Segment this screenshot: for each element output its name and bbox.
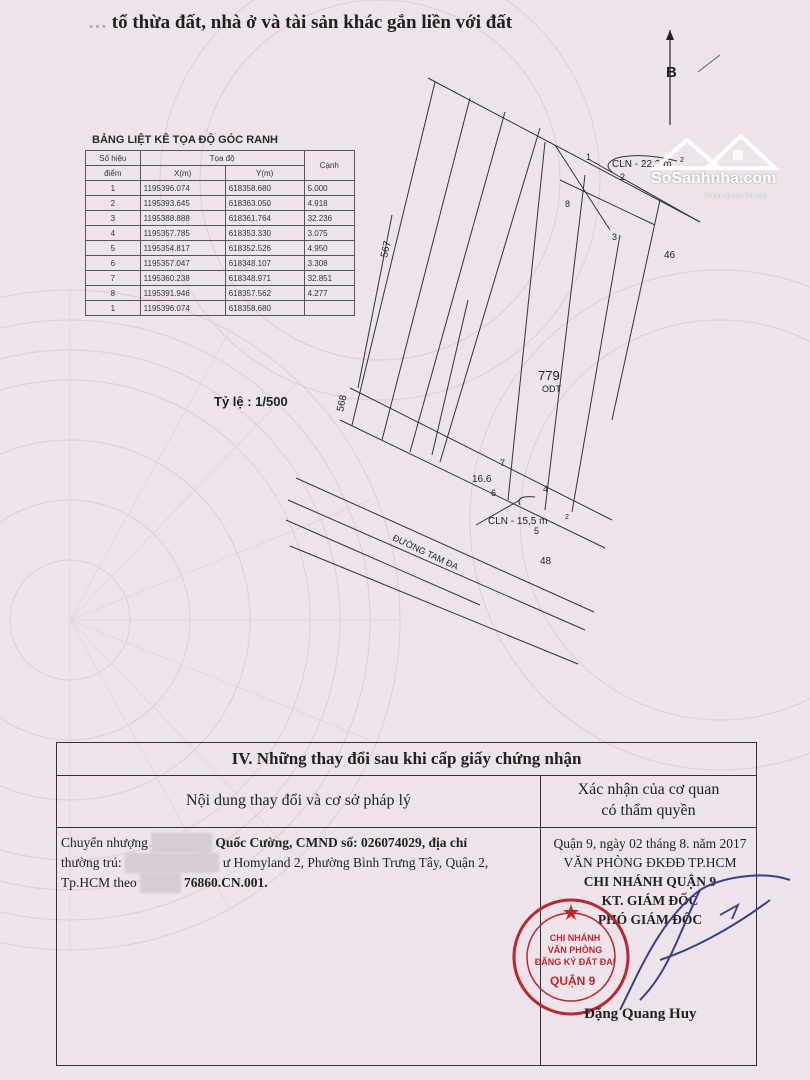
right-header-line1: Xác nhận của cơ quan xyxy=(577,781,720,798)
parcel-use: ODT xyxy=(542,384,561,394)
col-edge: Cạnh xyxy=(304,151,354,181)
cell-edge: 4.918 xyxy=(304,196,354,211)
stamp-line3: ĐĂNG KÝ ĐẤT ĐAI xyxy=(534,957,616,967)
cell-y: 618358.680 xyxy=(225,301,304,316)
cell-edge: 32.851 xyxy=(304,271,354,286)
content-line2-a: thường trú: xyxy=(61,855,122,870)
confirm-date: Quận 9, ngày 02 tháng 8. năm 2017 xyxy=(553,836,747,851)
cell-x: 1195396.074 xyxy=(140,181,225,196)
dimension-label: 16.6 xyxy=(472,474,492,485)
header-divider xyxy=(57,827,756,828)
col-y: Y(m) xyxy=(225,166,304,181)
north-label: B xyxy=(666,64,677,81)
coord-table-title: BẢNG LIỆT KÊ TỌA ĐỘ GÓC RANH xyxy=(92,134,278,146)
stamp-district: QUẬN 9 xyxy=(550,974,596,988)
change-content xyxy=(61,833,539,893)
redacted-block xyxy=(140,873,181,893)
header-title: tổ thừa đất, nhà ở và tài sản khác gắn liền với đất xyxy=(111,12,513,33)
cell-y: 618361.764 xyxy=(225,211,304,226)
content-line1 xyxy=(61,833,539,853)
cell-y: 618348.971 xyxy=(225,271,304,286)
cell-y: 618357.562 xyxy=(225,286,304,301)
point-6: 6 xyxy=(491,488,497,498)
cell-point: 3 xyxy=(86,211,141,226)
col-point-1: Số hiệu xyxy=(86,151,141,166)
point-4: 4 xyxy=(543,484,549,494)
cell-point: 8 xyxy=(86,286,141,301)
cell-point: 1 xyxy=(86,181,141,196)
cell-edge: 4.277 xyxy=(304,286,354,301)
point-2: 2 xyxy=(620,172,626,182)
stamp-line1: CHI NHÁNH xyxy=(549,933,601,943)
confirm-office: VĂN PHÒNG ĐKĐĐ TP.HCM xyxy=(563,855,737,870)
parcel-number: 779 xyxy=(538,368,560,383)
content-line3-b: 76860.CN.001. xyxy=(184,875,268,890)
cell-x: 1195391.946 xyxy=(140,286,225,301)
cell-edge: 32.236 xyxy=(304,211,354,226)
cell-edge: 5.000 xyxy=(304,181,354,196)
content-line3-a: Tp.HCM theo xyxy=(61,875,137,890)
cell-y: 618363.050 xyxy=(225,196,304,211)
cell-x: 1195360.238 xyxy=(140,271,225,286)
watermark-tagline: Great choice for you xyxy=(704,193,768,200)
cell-x: 1195396.074 xyxy=(140,301,225,316)
cln-top-sup: 2 xyxy=(680,157,684,164)
cell-point: 6 xyxy=(86,256,141,271)
col-point-2: điểm xyxy=(86,166,141,181)
road-name: ĐƯỜNG TAM ĐA xyxy=(391,532,460,572)
cell-x: 1195354.817 xyxy=(140,241,225,256)
cell-x: 1195357.785 xyxy=(140,226,225,241)
header-faded-prefix: … xyxy=(88,12,107,33)
col-x: X(m) xyxy=(140,166,225,181)
cell-point: 4 xyxy=(86,226,141,241)
cell-point: 5 xyxy=(86,241,141,256)
cell-point: 7 xyxy=(86,271,141,286)
content-line1-b: Quốc Cường, CMND số: 026074029, địa chỉ xyxy=(215,835,468,850)
cell-point: 2 xyxy=(86,196,141,211)
watermark-title: SoSanhnha.com xyxy=(651,170,777,187)
col-coords: Tọa độ xyxy=(140,151,304,166)
content-line1-a: Chuyển nhượng xyxy=(61,835,148,850)
signature-icon xyxy=(600,860,800,1030)
confirm-kt: KT. GIÁM ĐỐC xyxy=(601,893,699,908)
redacted-block xyxy=(125,853,220,873)
cell-edge: 3.308 xyxy=(304,256,354,271)
point-7: 7 xyxy=(500,458,506,468)
section-title: IV. Những thay đổi sau khi cấp giấy chứng nhận xyxy=(57,743,756,776)
confirm-role: PHÓ GIÁM ĐỐC xyxy=(597,912,703,927)
cell-y: 618353.330 xyxy=(225,226,304,241)
left-column-header: Nội dung thay đổi và cơ sở pháp lý xyxy=(186,792,411,809)
confirm-branch: CHI NHÁNH QUẬN 9 xyxy=(583,874,717,889)
content-line3 xyxy=(61,873,539,893)
cln-top-label: CLN - 22,3 m xyxy=(612,159,672,170)
cell-x: 1195393.645 xyxy=(140,196,225,211)
cln-bottom-sup: 2 xyxy=(565,514,569,521)
content-line2 xyxy=(61,853,539,873)
cell-x: 1195388.888 xyxy=(140,211,225,226)
cell-edge: 3.075 xyxy=(304,226,354,241)
point-8: 8 xyxy=(565,199,571,209)
point-1: 1 xyxy=(586,152,592,162)
redacted-block xyxy=(151,833,212,853)
point-5: 5 xyxy=(534,526,540,536)
cell-x: 1195357.047 xyxy=(140,256,225,271)
cell-y: 618358.680 xyxy=(225,181,304,196)
neighbor-46: 46 xyxy=(664,250,676,261)
signer-name: Đặng Quang Huy xyxy=(584,1006,697,1022)
cell-y: 618348.107 xyxy=(225,256,304,271)
neighbor-567: 567 xyxy=(379,240,394,259)
cln-bottom-label: CLN - 15,5 m xyxy=(488,516,548,527)
cell-edge: 4.950 xyxy=(304,241,354,256)
cell-y: 618352.526 xyxy=(225,241,304,256)
right-column-header xyxy=(541,779,756,821)
stamp-line2: VĂN PHÒNG xyxy=(547,945,603,955)
neighbor-48: 48 xyxy=(540,556,552,567)
content-line2-b: ư Homyland 2, Phường Bình Trưng Tây, Quận 2, xyxy=(222,855,489,870)
scale-label: Tỷ lệ : 1/500 xyxy=(214,394,288,409)
right-header-line2: có thẩm quyền xyxy=(601,802,696,819)
neighbor-568: 568 xyxy=(335,394,350,413)
cell-point: 1 xyxy=(86,301,141,316)
point-3: 3 xyxy=(612,232,618,242)
